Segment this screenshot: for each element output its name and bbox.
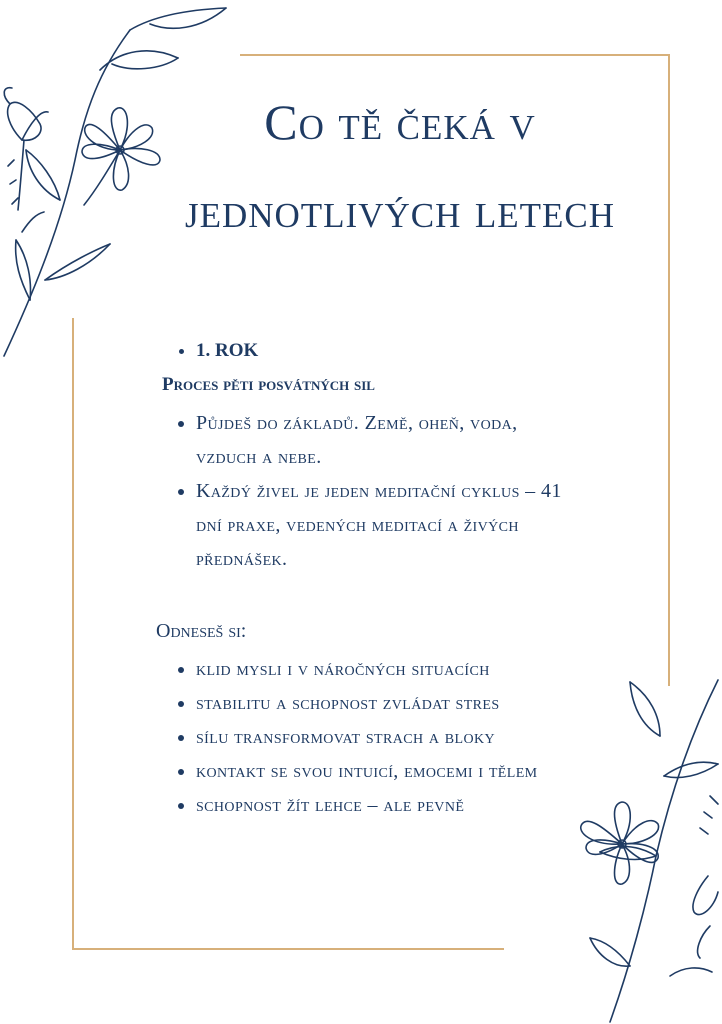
outcome-item: • stabilitu a schopnost zvládat stres [196, 686, 566, 720]
section-heading: Proces pěti posvátných sil [162, 374, 375, 395]
year-list [156, 334, 566, 368]
frame-border-bottom [72, 948, 504, 950]
outcome-item: • kontakt se svou intuicí, emocemi i tělem [196, 754, 566, 788]
content-area [156, 334, 566, 822]
floral-corner-bottom-right [560, 676, 722, 1024]
outcome-item: • schopnost žít lehce – ale pevně [196, 788, 566, 822]
intro-item: • Každý živel je jeden meditační cyklus – 41 dní praxe, vedených meditací a živých přednášek. [196, 474, 566, 576]
frame-border-left [72, 318, 74, 950]
frame-border-top [240, 54, 670, 56]
intro-item: • Půjdeš do základů. Země, oheň, voda, vzduch a nebe. [196, 406, 566, 474]
intro-list [156, 406, 566, 576]
outcomes-list [156, 652, 566, 822]
year-label: • 1. ROK [196, 334, 566, 368]
outcomes-heading: Odneseš si: [156, 620, 247, 642]
frame-border-right [668, 54, 670, 686]
outcome-item: • klid mysli i v náročných situacích [196, 652, 566, 686]
page-title: Co tě čeká v jednotlivých letech [184, 94, 616, 238]
outcome-item: • sílu transformovat strach a bloky [196, 720, 566, 754]
